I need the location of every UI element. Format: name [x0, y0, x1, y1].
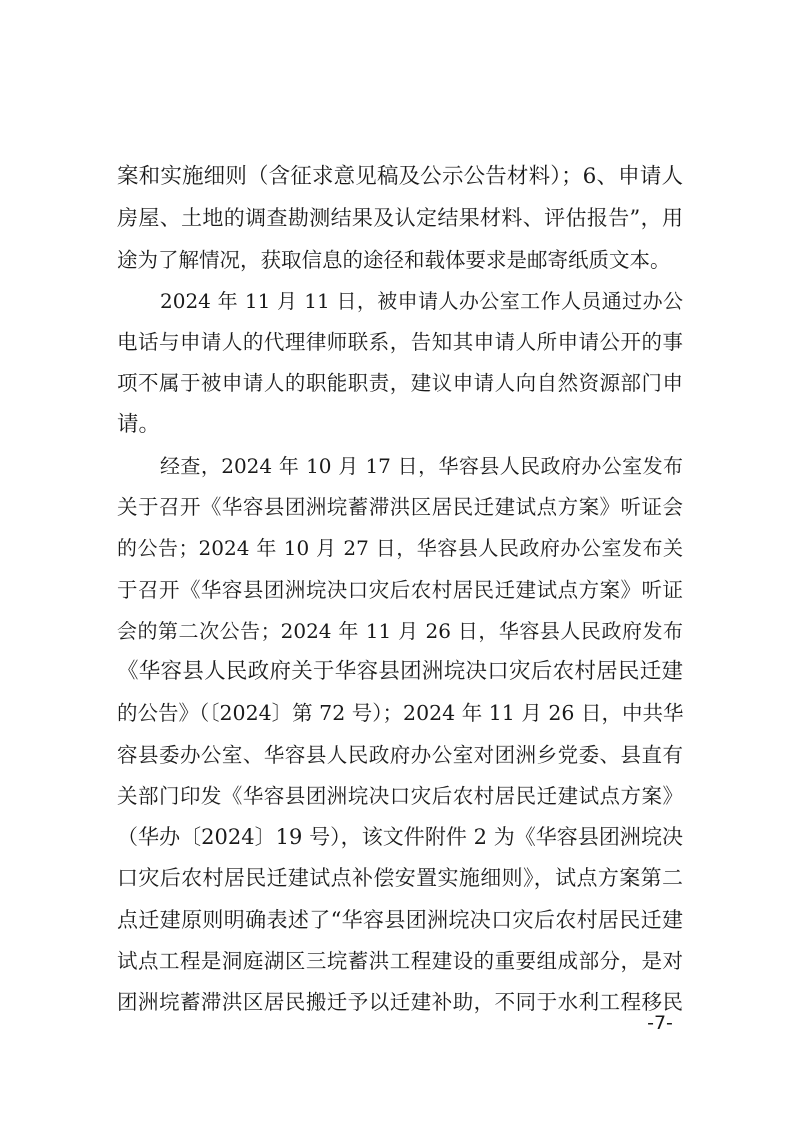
text-line: 于召开《华容县团洲垸决口灾后农村居民迁建试点方案》听证: [117, 578, 683, 602]
text-line: 途为了解情况，获取信息的途径和载体要求是邮寄纸质文本。: [117, 248, 671, 272]
text-line: 房屋、土地的调查勘测结果及认定结果材料、评估报告”，用: [117, 206, 683, 230]
text-line: 会的第二次公告；2024 年 11 月 26 日，华容县人民政府发布: [117, 619, 683, 643]
text-line: 2024 年 11 月 11 日，被申请人办公室工作人员通过办公: [160, 289, 683, 313]
text-line: 点迁建原则明确表述了“华容县团洲垸决口灾后农村居民迁建: [117, 908, 683, 932]
text-line: 《华容县人民政府关于华容县团洲垸决口灾后农村居民迁建: [117, 659, 683, 684]
text-line: 的公告；2024 年 10 月 27 日，华容县人民政府办公室发布关: [117, 536, 683, 560]
text-line: 关于召开《华容县团洲垸蓄滞洪区居民迁建试点方案》听证会: [117, 495, 683, 519]
page-number: -7-: [647, 1012, 673, 1034]
text-line: 口灾后农村居民迁建试点补偿安置实施细则》，试点方案第二: [117, 866, 683, 890]
text-line: 容县委办公室、华容县人民政府办公室对团洲乡党委、县直有: [117, 743, 683, 767]
text-line: 关部门印发《华容县团洲垸决口灾后农村居民迁建试点方案》: [117, 784, 683, 808]
text-line: 经查，2024 年 10 月 17 日，华容县人民政府办公室发布: [160, 454, 683, 478]
text-line: 的公告》（〔2024〕第 72 号）；2024 年 11 月 26 日，中共华: [117, 701, 684, 725]
text-line: 试点工程是洞庭湖区三垸蓄洪工程建设的重要组成部分，是对: [117, 949, 683, 973]
text-line: 团洲垸蓄滞洪区居民搬迁予以迁建补助，不同于水利工程移民: [117, 990, 683, 1014]
text-line: 案和实施细则（含征求意见稿及公示公告材料）；6、申请人: [117, 164, 683, 189]
text-line: 请。: [117, 412, 161, 437]
text-line: 电话与申请人的代理律师联系，告知其申请人所申请公开的事: [117, 330, 683, 354]
text-line: （华办〔2024〕19 号），该文件附件 2 为《华容县团洲垸决: [117, 825, 683, 849]
text-line: 项不属于被申请人的职能职责，建议申请人向自然资源部门申: [117, 371, 683, 395]
